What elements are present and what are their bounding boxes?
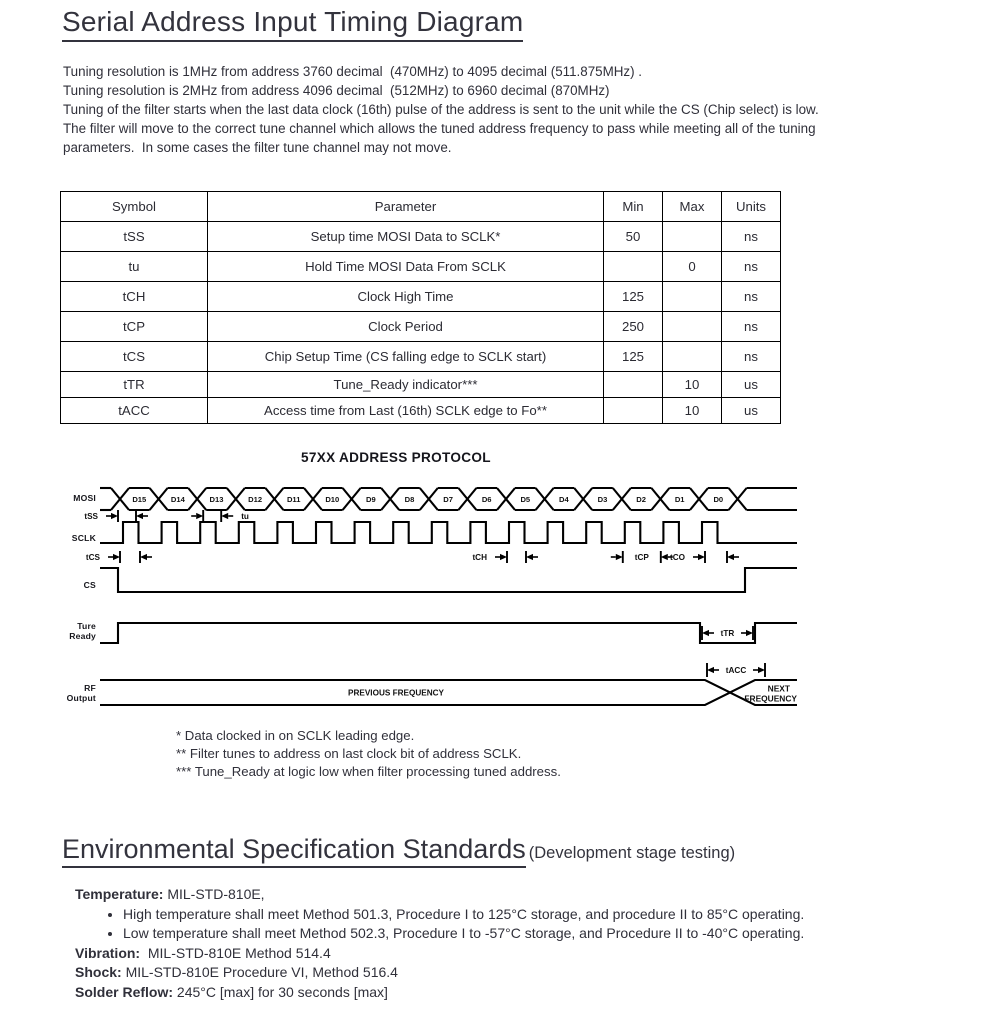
shock-label: Shock: [75, 964, 122, 980]
svg-text:D11: D11 [286, 494, 301, 504]
cell-symbol: tCH [61, 282, 208, 312]
cell-max: 0 [663, 252, 722, 282]
column-header-parameter: Parameter [208, 192, 604, 222]
shock-line [75, 963, 955, 983]
column-header-symbol: Symbol [61, 192, 208, 222]
svg-text:D10: D10 [325, 494, 340, 504]
environmental-heading [62, 833, 735, 868]
svg-text:D7: D7 [443, 494, 453, 504]
cell-units: ns [722, 282, 781, 312]
svg-text:NEXT: NEXT [767, 683, 790, 694]
environmental-heading-main: Environmental Specification Standards [62, 833, 526, 868]
cell-symbol: tCS [61, 342, 208, 372]
table-row [61, 222, 781, 252]
protocol-title: 57XX ADDRESS PROTOCOL [301, 450, 491, 465]
intro-line: Tuning resolution is 1MHz from address 3760 decimal (470MHz) to 4095 decimal (511.875MHz) . [63, 64, 643, 79]
rf-line-1: RF [84, 683, 96, 693]
svg-text:D4: D4 [559, 494, 569, 504]
cell-max [663, 342, 722, 372]
cell-units: us [722, 372, 781, 398]
timing-spec-table [60, 191, 781, 424]
svg-text:D13: D13 [209, 494, 224, 504]
cell-min: 125 [604, 282, 663, 312]
cell-min [604, 252, 663, 282]
svg-text:tTR: tTR [720, 629, 735, 638]
column-header-min: Min [604, 192, 663, 222]
solder-value: 245°C [max] for 30 seconds [max] [176, 983, 388, 1000]
cell-min: 250 [604, 312, 663, 342]
svg-text:D2: D2 [636, 494, 646, 504]
cell-parameter: Hold Time MOSI Data From SCLK [208, 252, 604, 282]
svg-text:D8: D8 [404, 494, 415, 504]
cell-parameter: Clock Period [208, 312, 604, 342]
svg-text:tCO: tCO [669, 553, 685, 562]
footnote-item: * Data clocked in on SCLK leading edge. [176, 728, 415, 743]
svg-text:D0: D0 [713, 494, 724, 504]
solder-reflow-line [75, 983, 955, 1003]
cell-max [663, 312, 722, 342]
svg-text:tSS: tSS [84, 512, 98, 521]
footnote-item: *** Tune_Ready at logic low when filter processing tuned address. [176, 764, 561, 779]
temperature-label: Temperature: [75, 886, 164, 902]
rf-line-2: Output [66, 693, 96, 703]
page-title: Serial Address Input Timing Diagram [62, 6, 523, 42]
temperature-value: MIL-STD-810E, [167, 886, 265, 902]
column-header-max: Max [663, 192, 722, 222]
signal-label-sclk: SCLK [71, 533, 96, 543]
solder-label: Solder Reflow: [75, 983, 174, 1000]
shock-value: MIL-STD-810E Procedure VI, Method 516.4 [125, 964, 398, 980]
cell-units: ns [722, 222, 781, 252]
footnote-item: ** Filter tunes to address on last clock bit of address SCLK. [176, 746, 522, 761]
cell-units: us [722, 398, 781, 424]
cell-min [604, 398, 663, 424]
cell-min [604, 372, 663, 398]
cell-parameter: Clock High Time [208, 282, 604, 312]
environmental-specs [75, 885, 955, 1002]
svg-text:FREQUENCY: FREQUENCY [744, 693, 797, 704]
table-row [61, 342, 781, 372]
cell-symbol: tCP [61, 312, 208, 342]
footnotes [176, 727, 561, 781]
intro-line: The filter will move to the correct tune channel which allows the tuned address frequency to pass while meeting all of the tuning [63, 121, 816, 136]
svg-text:D1: D1 [674, 494, 685, 504]
svg-text:D15: D15 [132, 494, 147, 504]
cell-min: 50 [604, 222, 663, 252]
vibration-label: Vibration: [75, 944, 141, 961]
cell-parameter: Access time from Last (16th) SCLK edge to Fo** [208, 398, 604, 424]
intro-line: parameters. In some cases the filter tune channel may not move. [63, 140, 452, 155]
cell-max: 10 [663, 372, 722, 398]
column-header-units: Units [722, 192, 781, 222]
cell-min: 125 [604, 342, 663, 372]
cell-parameter: Setup time MOSI Data to SCLK* [208, 222, 604, 252]
cell-units: ns [722, 312, 781, 342]
cell-symbol: tu [61, 252, 208, 282]
svg-text:D5: D5 [520, 494, 531, 504]
cell-units: ns [722, 252, 781, 282]
svg-text:D6: D6 [481, 494, 492, 504]
signal-label-cs: CS [83, 580, 96, 590]
cell-max [663, 222, 722, 252]
temperature-line [75, 885, 955, 905]
signal-label-mosi: MOSI [73, 493, 96, 503]
cell-symbol: tSS [61, 222, 208, 252]
intro-line: Tuning of the filter starts when the last data clock (16th) pulse of the address is sent to the unit while the CS (Chip select) is low. [63, 102, 819, 117]
cell-symbol: tTR [61, 372, 208, 398]
cell-symbol: tACC [61, 398, 208, 424]
svg-text:D9: D9 [366, 494, 376, 504]
svg-text:tACC: tACC [725, 666, 747, 675]
intro-line: Tuning resolution is 2MHz from address 4096 decimal (512MHz) to 6960 decimal (870MHz) [63, 83, 610, 98]
svg-text:PREVIOUS FREQUENCY: PREVIOUS FREQUENCY [348, 688, 444, 698]
table-row [61, 252, 781, 282]
table-header-row [61, 192, 781, 222]
intro-paragraph [63, 62, 943, 157]
tune-ready-line-2: Ready [69, 631, 96, 641]
svg-text:D12: D12 [248, 494, 263, 504]
svg-text:D3: D3 [597, 494, 608, 504]
table-row [61, 282, 781, 312]
timing-diagram [0, 440, 1001, 730]
vibration-value: MIL-STD-810E Method 514.4 [147, 944, 331, 961]
list-item: • High temperature shall meet Method 501.3, Procedure I to 125°C storage, and procedure II to 85°C operating. [123, 905, 955, 925]
table-row [61, 372, 781, 398]
cell-parameter: Tune_Ready indicator*** [208, 372, 604, 398]
list-item: • Low temperature shall meet Method 502.3, Procedure I to -57°C storage, and Procedure II to -40°C operating. [123, 924, 955, 944]
svg-text:tCS: tCS [85, 553, 100, 562]
timing-waveform-svg [0, 440, 1001, 730]
cell-max [663, 282, 722, 312]
svg-text:tu: tu [241, 512, 249, 521]
tune-ready-line-1: Ture [77, 621, 96, 631]
table-row [61, 398, 781, 424]
cell-units: ns [722, 342, 781, 372]
svg-text:tCH: tCH [472, 553, 487, 562]
temperature-bullet-list [75, 905, 955, 944]
svg-text:tCP: tCP [634, 553, 649, 562]
environmental-heading-sub: (Development stage testing) [528, 844, 736, 862]
table-row [61, 312, 781, 342]
cell-max: 10 [663, 398, 722, 424]
svg-text:D14: D14 [170, 494, 185, 504]
vibration-line [75, 944, 955, 964]
cell-parameter: Chip Setup Time (CS falling edge to SCLK start) [208, 342, 604, 372]
